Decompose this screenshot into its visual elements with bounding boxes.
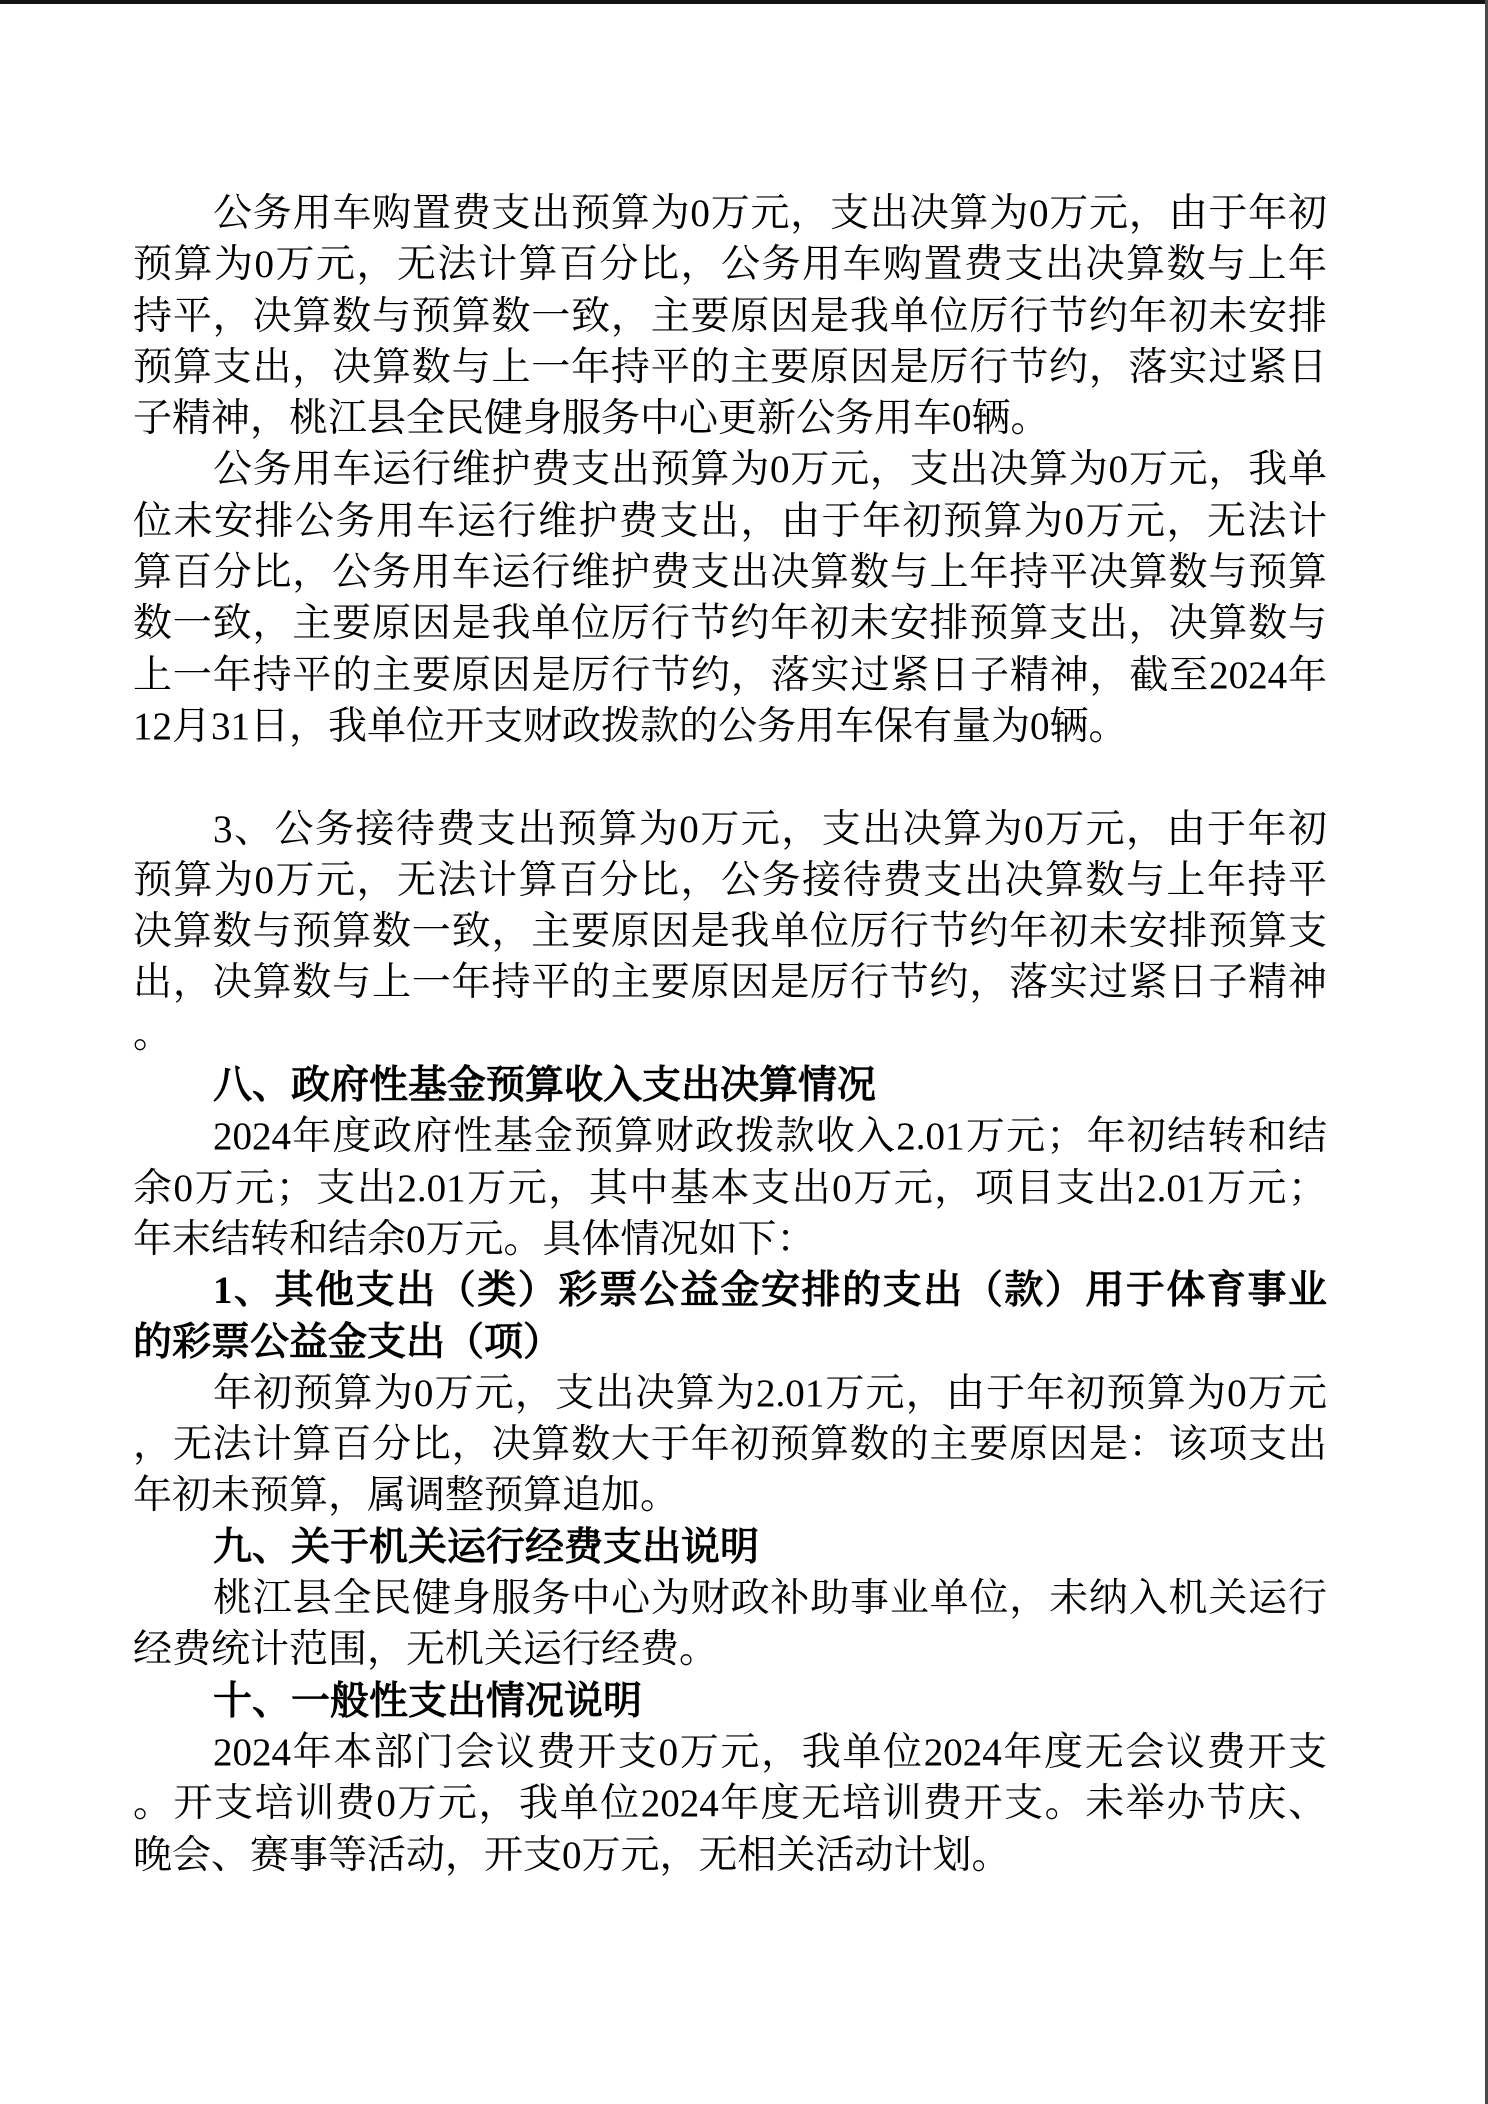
text-line: 年初未预算，属调整预算追加。 (133, 1474, 680, 1518)
text-line: 余0万元；支出2.01万元，其中基本支出0万元，项目支出2.01万元； (133, 1166, 1327, 1210)
text-line: 持平，决算数与预算数一致，主要原因是我单位厉行节约年初未安排 (133, 294, 1327, 338)
text-line: 晚会、赛事等活动，开支0万元，无相关活动计划。 (133, 1833, 1011, 1877)
text-line: 。开支培训费0万元，我单位2024年度无培训费开支。未举办节庆、 (133, 1782, 1327, 1826)
page-top-edge (0, 0, 1488, 4)
text-line: 出，决算数与上一年持平的主要原因是厉行节约，落实过紧日子精神 (133, 961, 1327, 1005)
text-line: 预算为0万元，无法计算百分比，公务用车购置费支出决算数与上年 (133, 243, 1327, 287)
text-line: 九、关于机关运行经费支出说明 (213, 1525, 760, 1569)
text-line: 桃江县全民健身服务中心为财政补助事业单位，未纳入机关运行 (213, 1577, 1327, 1621)
text-line: ，无法计算百分比，决算数大于年初预算数的主要原因是：该项支出 (133, 1423, 1327, 1467)
blank-line (133, 752, 1327, 803)
text-line: 八、政府性基金预算收入支出决算情况 (213, 1064, 877, 1108)
text-line: 数一致，主要原因是我单位厉行节约年初未安排预算支出，决算数与 (133, 602, 1327, 646)
text-line: 2024年本部门会议费开支0万元，我单位2024年度无会议费开支 (213, 1730, 1327, 1774)
text-line: 年初预算为0万元，支出决算为2.01万元，由于年初预算为0万元 (213, 1371, 1327, 1415)
text-line: 经费统计范围，无机关运行经费。 (133, 1628, 719, 1672)
text-line: 12月31日，我单位开支财政拨款的公务用车保有量为0辆。 (133, 704, 1128, 748)
text-line: 预算为0万元，无法计算百分比，公务接待费支出决算数与上年持平 (133, 858, 1327, 902)
text-line: 子精神，桃江县全民健身服务中心更新公务用车0辆。 (133, 397, 1050, 441)
text-line: 3、公务接待费支出预算为0万元，支出决算为0万元，由于年初 (213, 807, 1327, 851)
text-line: 2024年度政府性基金预算财政拨款收入2.01万元；年初结转和结 (213, 1115, 1327, 1159)
text-line: 预算支出，决算数与上一年持平的主要原因是厉行节约，落实过紧日 (133, 345, 1327, 389)
text-line: 位未安排公务用车运行维护费支出，由于年初预算为0万元，无法计 (133, 499, 1327, 543)
text-line: 。 (133, 1012, 173, 1056)
text-line: 1、其他支出（类）彩票公益金安排的支出（款）用于体育事业 (213, 1269, 1327, 1313)
text-line: 的彩票公益金支出（项） (133, 1320, 563, 1364)
text-line: 上一年持平的主要原因是厉行节约，落实过紧日子精神，截至2024年 (133, 653, 1327, 697)
document-lines (133, 188, 1327, 1881)
text-line: 算百分比，公务用车运行维护费支出决算数与上年持平决算数与预算 (133, 551, 1327, 595)
text-line: 决算数与预算数一致，主要原因是我单位厉行节约年初未安排预算支 (133, 910, 1327, 954)
text-line: 公务用车购置费支出预算为0万元，支出决算为0万元，由于年初 (213, 192, 1327, 235)
text-line: 年末结转和结余0万元。具体情况如下： (133, 1217, 816, 1261)
text-line: 十、一般性支出情况说明 (213, 1679, 643, 1723)
text-line: 公务用车运行维护费支出预算为0万元，支出决算为0万元，我单 (213, 448, 1327, 492)
